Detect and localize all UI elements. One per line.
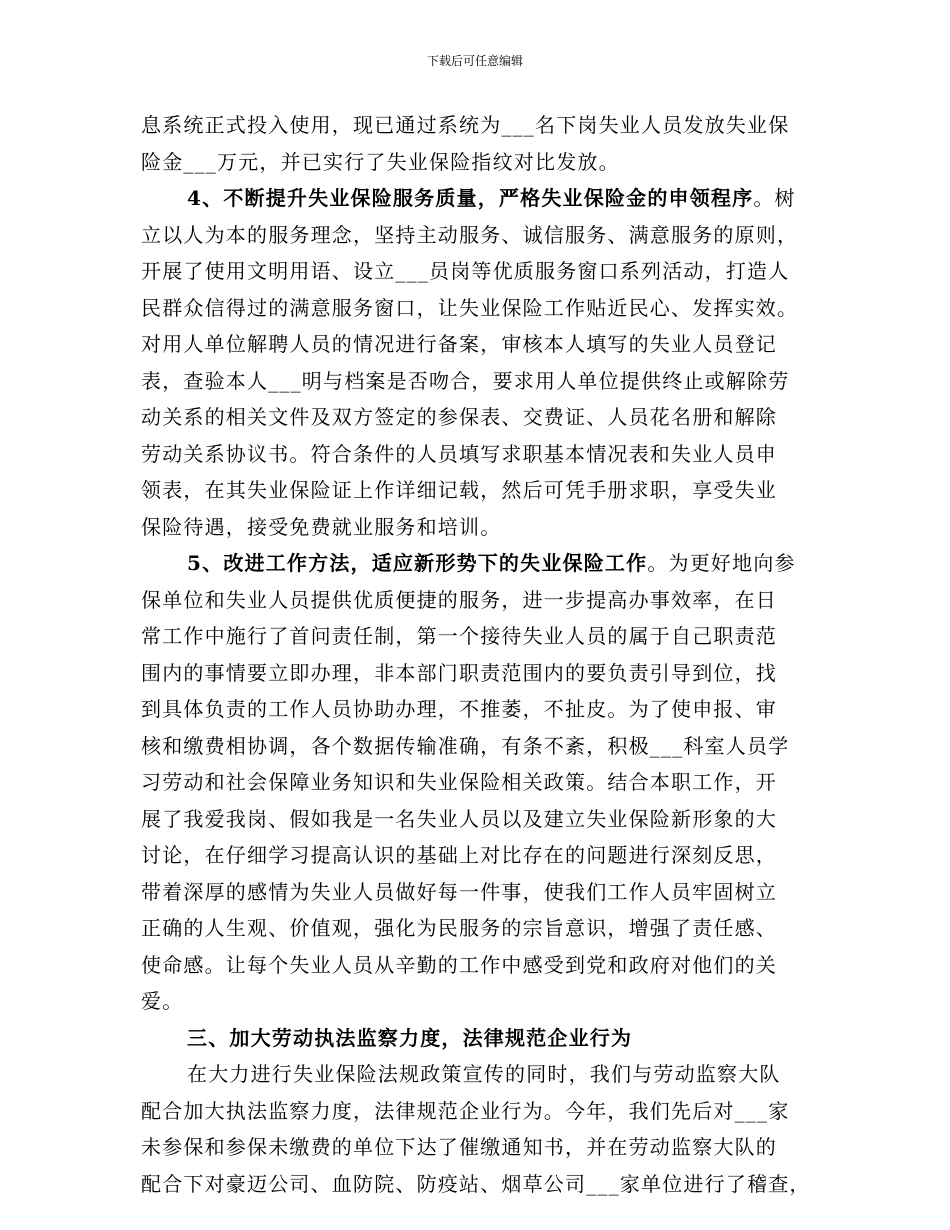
text-line <box>141 290 811 327</box>
text-line <box>141 326 811 363</box>
text-segment: 劳动关系协议书。符合条件的人员填写求职基本情况表和失业人员申 <box>141 441 777 466</box>
text-line <box>141 947 811 984</box>
text-segment: 开展了使用文明用语、设立___员岗等优质服务窗口系列活动，打造人 <box>141 259 790 283</box>
text-line <box>141 1093 811 1130</box>
text-line <box>141 1056 811 1093</box>
text-segment: 正确的人生观、价值观，强化为民服务的宗旨意识，增强了责任感、 <box>141 916 777 940</box>
text-segment: 领表，在其失业保险证上作详细记载，然后可凭手册求职，享受失业 <box>141 478 777 502</box>
text-segment: 习劳动和社会保障业务知识和失业保险相关政策。结合本职工作，开 <box>141 770 777 794</box>
text-segment: 常工作中施行了首问责任制，第一个接待失业人员的属于自己职责范 <box>141 624 777 648</box>
text-segment: 带着深厚的感情为失业人员做好每一件事，使我们工作人员牢固树立 <box>141 879 777 904</box>
bold-heading-segment: 5、改进工作方法，适应新形势下的失业保险工作 <box>187 551 648 575</box>
page-header: 下载后可任意编辑 <box>426 54 523 68</box>
text-line <box>141 1129 811 1166</box>
text-line <box>141 180 811 217</box>
text-line <box>141 217 811 254</box>
text-segment: 。为更好地向参 <box>647 551 796 575</box>
text-segment: 保险待遇，接受免费就业服务和培训。 <box>141 514 502 539</box>
text-segment: 核和缴费相协调，各个数据传输准确，有条不紊，积极___科室人员学 <box>141 733 790 758</box>
text-segment: 保单位和失业人员提供优质便捷的服务，进一步提高办事效率，在日 <box>141 587 777 612</box>
text-line <box>141 874 811 911</box>
text-segment: 配合下对豪迈公司、血防院、防疫站、烟草公司___家单位进行了稽查， <box>141 1171 811 1196</box>
text-segment: 表，查验本人___明与档案是否吻合，要求用人单位提供终止或解除劳 <box>141 368 790 393</box>
text-line <box>141 1166 811 1203</box>
text-line <box>141 618 811 655</box>
text-line <box>141 1020 811 1057</box>
text-segment: 爱。 <box>141 989 184 1013</box>
text-line <box>141 582 811 619</box>
text-line <box>141 801 811 838</box>
text-line <box>141 655 811 692</box>
bold-heading-segment: 4、不断提升失业保险服务质量，严格失业保险金的申领程序 <box>187 186 754 210</box>
text-segment: 使命感。让每个失业人员从辛勤的工作中感受到党和政府对他们的关 <box>141 952 777 977</box>
text-line <box>141 837 811 874</box>
text-segment: 立以人为本的服务理念，坚持主动服务、诚信服务、满意服务的原则， <box>141 222 799 247</box>
document-body <box>141 107 811 1202</box>
text-line <box>141 253 811 290</box>
text-line <box>141 691 811 728</box>
text-segment: 配合加大执法监察力度，法律规范企业行为。今年，我们先后对___家 <box>141 1098 790 1123</box>
text-line <box>141 983 811 1020</box>
text-line <box>141 436 811 473</box>
text-segment: 在大力进行失业保险法规政策宣传的同时，我们与劳动监察大队 <box>187 1062 781 1086</box>
text-segment: 险金___万元，并已实行了失业保险指纹对比发放。 <box>141 149 620 174</box>
text-line <box>141 910 811 947</box>
text-segment: 讨论，在仔细学习提高认识的基础上对比存在的问题进行深刻反思， <box>141 843 777 867</box>
text-line <box>141 472 811 509</box>
text-segment: 息系统正式投入使用，现已通过系统为___名下岗失业人员发放失业保 <box>141 113 790 137</box>
bold-heading-segment: 三、加大劳动执法监察力度，法律规范企业行为 <box>187 1025 633 1050</box>
text-segment: 动关系的相关文件及双方签定的参保表、交费证、人员花名册和解除 <box>141 405 777 429</box>
text-line <box>141 764 811 801</box>
text-line <box>141 399 811 436</box>
text-segment: 。树 <box>753 186 796 210</box>
text-line <box>141 545 811 582</box>
text-segment: 民群众信得过的满意服务窗口，让失业保险工作贴近民心、发挥实效。 <box>141 295 799 320</box>
text-segment: 未参保和参保未缴费的单位下达了催缴通知书，并在劳动监察大队的 <box>141 1135 777 1159</box>
text-line <box>141 363 811 400</box>
text-line <box>141 144 811 181</box>
text-line <box>141 728 811 765</box>
text-line <box>141 509 811 546</box>
text-line <box>141 107 811 144</box>
text-segment: 围内的事情要立即办理，非本部门职责范围内的要负责引导到位，找 <box>141 660 777 685</box>
text-segment: 展了我爱我岗、假如我是一名失业人员以及建立失业保险新形象的大 <box>141 806 777 831</box>
text-segment: 对用人单位解聘人员的情况进行备案，审核本人填写的失业人员登记 <box>141 332 777 356</box>
text-segment: 到具体负责的工作人员协助办理，不推萎，不扯皮。为了使申报、审 <box>141 697 777 721</box>
